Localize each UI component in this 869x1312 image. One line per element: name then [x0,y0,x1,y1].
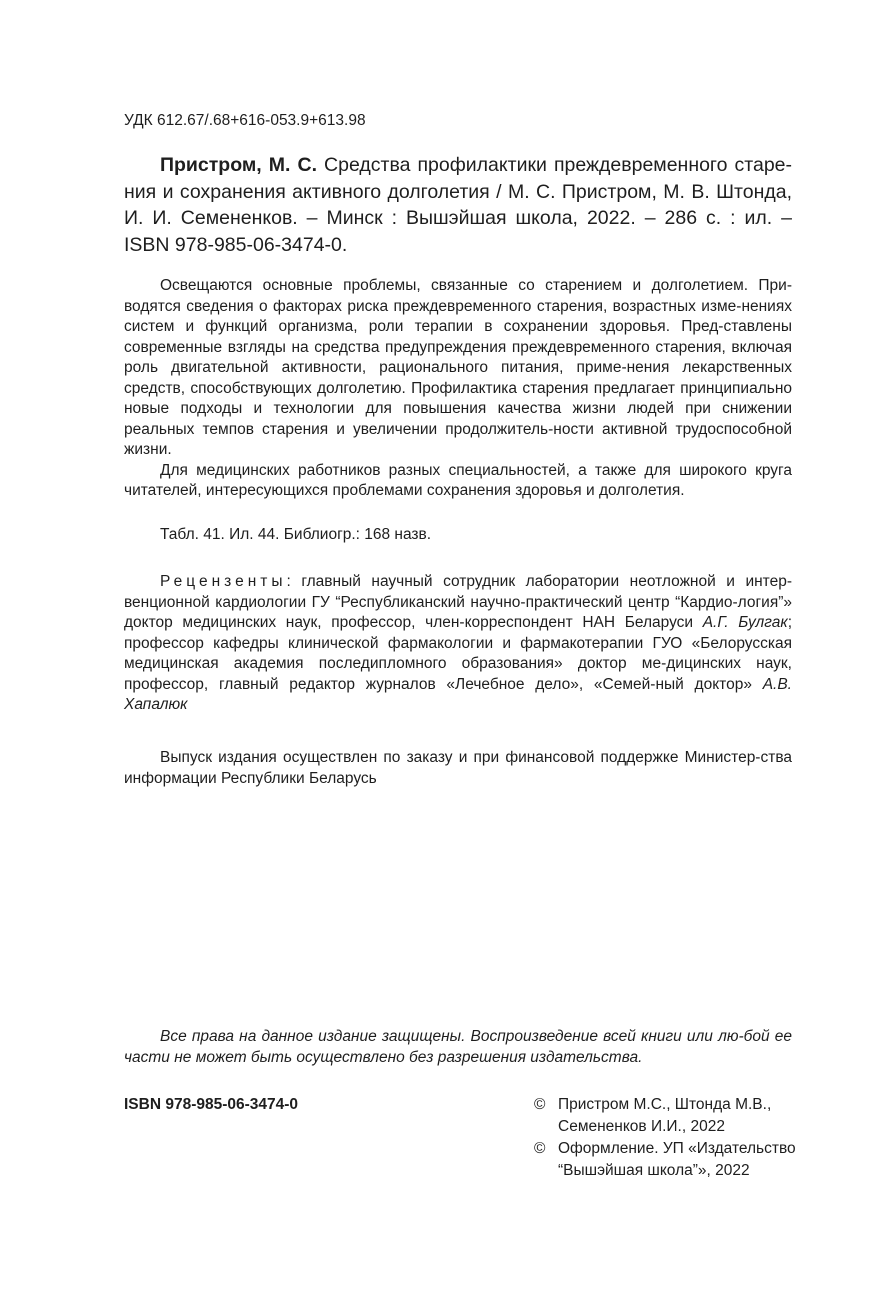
copyright-authors-text: Пристром М.С., Штонда М.В., Семененков И.И., 2022 [558,1096,772,1135]
reviewer-2-description: ; профессор кафедры клинической фармакологии и фармакотерапии ГУО «Белорусская медицинская академия последипломного образования» доктор ме-дицинских наук, профессор, главный редактор журналов «Лечебное дело», «Семей-ный доктор» [124,614,792,693]
release-note: Выпуск издания осуществлен по заказу и при финансовой поддержке Министер-ства информации Республики Беларусь [124,749,792,787]
copyright-design-text: Оформление. УП «Издательство “Вышэйшая школа”», 2022 [558,1140,796,1179]
copyright-design [534,1138,804,1182]
copyright-icon: © [534,1096,546,1113]
annotation [124,276,792,502]
copyright-icon: © [534,1140,546,1157]
reviewer-1-description: : главный научный сотрудник лаборатории неотложной и интер-венционной кардиологии ГУ “Республиканский научно-практический центр “Кардио-логия”» доктор медицинских наук, профессор, член-корреспондент НАН Беларуси [124,573,792,631]
bibliographic-description: Средства профилактики преждевременного старе-ния и сохранения активного долголетия / М. С. Пристром, М. В. Штонда, И. И. Семененков. – Минск : Вышэйшая школа, 2022. – 286 с. : ил. – ISBN 978-985-06-3474-0. [124,154,793,256]
rights-notice: Все права на данное издание защищены. Воспроизведение всей книги или лю-бой ее части не может быть осуществлено без разрешения издательства. [124,1028,792,1066]
reviewer-1-name: А.Г. Булгак [702,614,788,631]
copyright-page [124,0,796,1312]
annotation-paragraph: Освещаются основные проблемы, связанные со старением и долголетием. При-водятся сведения о факторах риска преждевременного старения, возрастных изме-нениях систем и функций организма, роли терапии в сохранении здоровья. Пред-ставлены современные взгляды на средства предупреждения преждевременного старения, включая роль двигательной активности, рационального питания, приме-нения лекарственных средств, способствующих долголетию. Профилактика старения предлагает принципиально новые подходы и технологии для повышения качества жизни людей при снижении реальных темпов старения и увеличении продолжитель-ности активной трудоспособной жизни. [124,277,792,458]
author-name: Пристром, М. С. [160,154,317,176]
reviewers-heading: Рецензенты [160,573,287,590]
annotation-audience: Для медицинских работников разных специальностей, а также для широкого круга читателей, интересующихся проблемами сохранения здоровья и долголетия. [124,461,792,499]
reviewer-2-name: А.В. Хапалюк [124,675,792,713]
isbn: ISBN 978-985-06-3474-0 [124,1096,299,1113]
copyright-authors [534,1094,804,1138]
tables-illustrations-info: Табл. 41. Ил. 44. Библиогр.: 168 назв. [160,526,432,543]
reviewers-block [124,572,792,716]
bibliographic-record [124,152,792,258]
copyright-notices [534,1094,804,1182]
udk-code: УДК 612.67/.68+616-053.9+613.98 [124,112,366,129]
